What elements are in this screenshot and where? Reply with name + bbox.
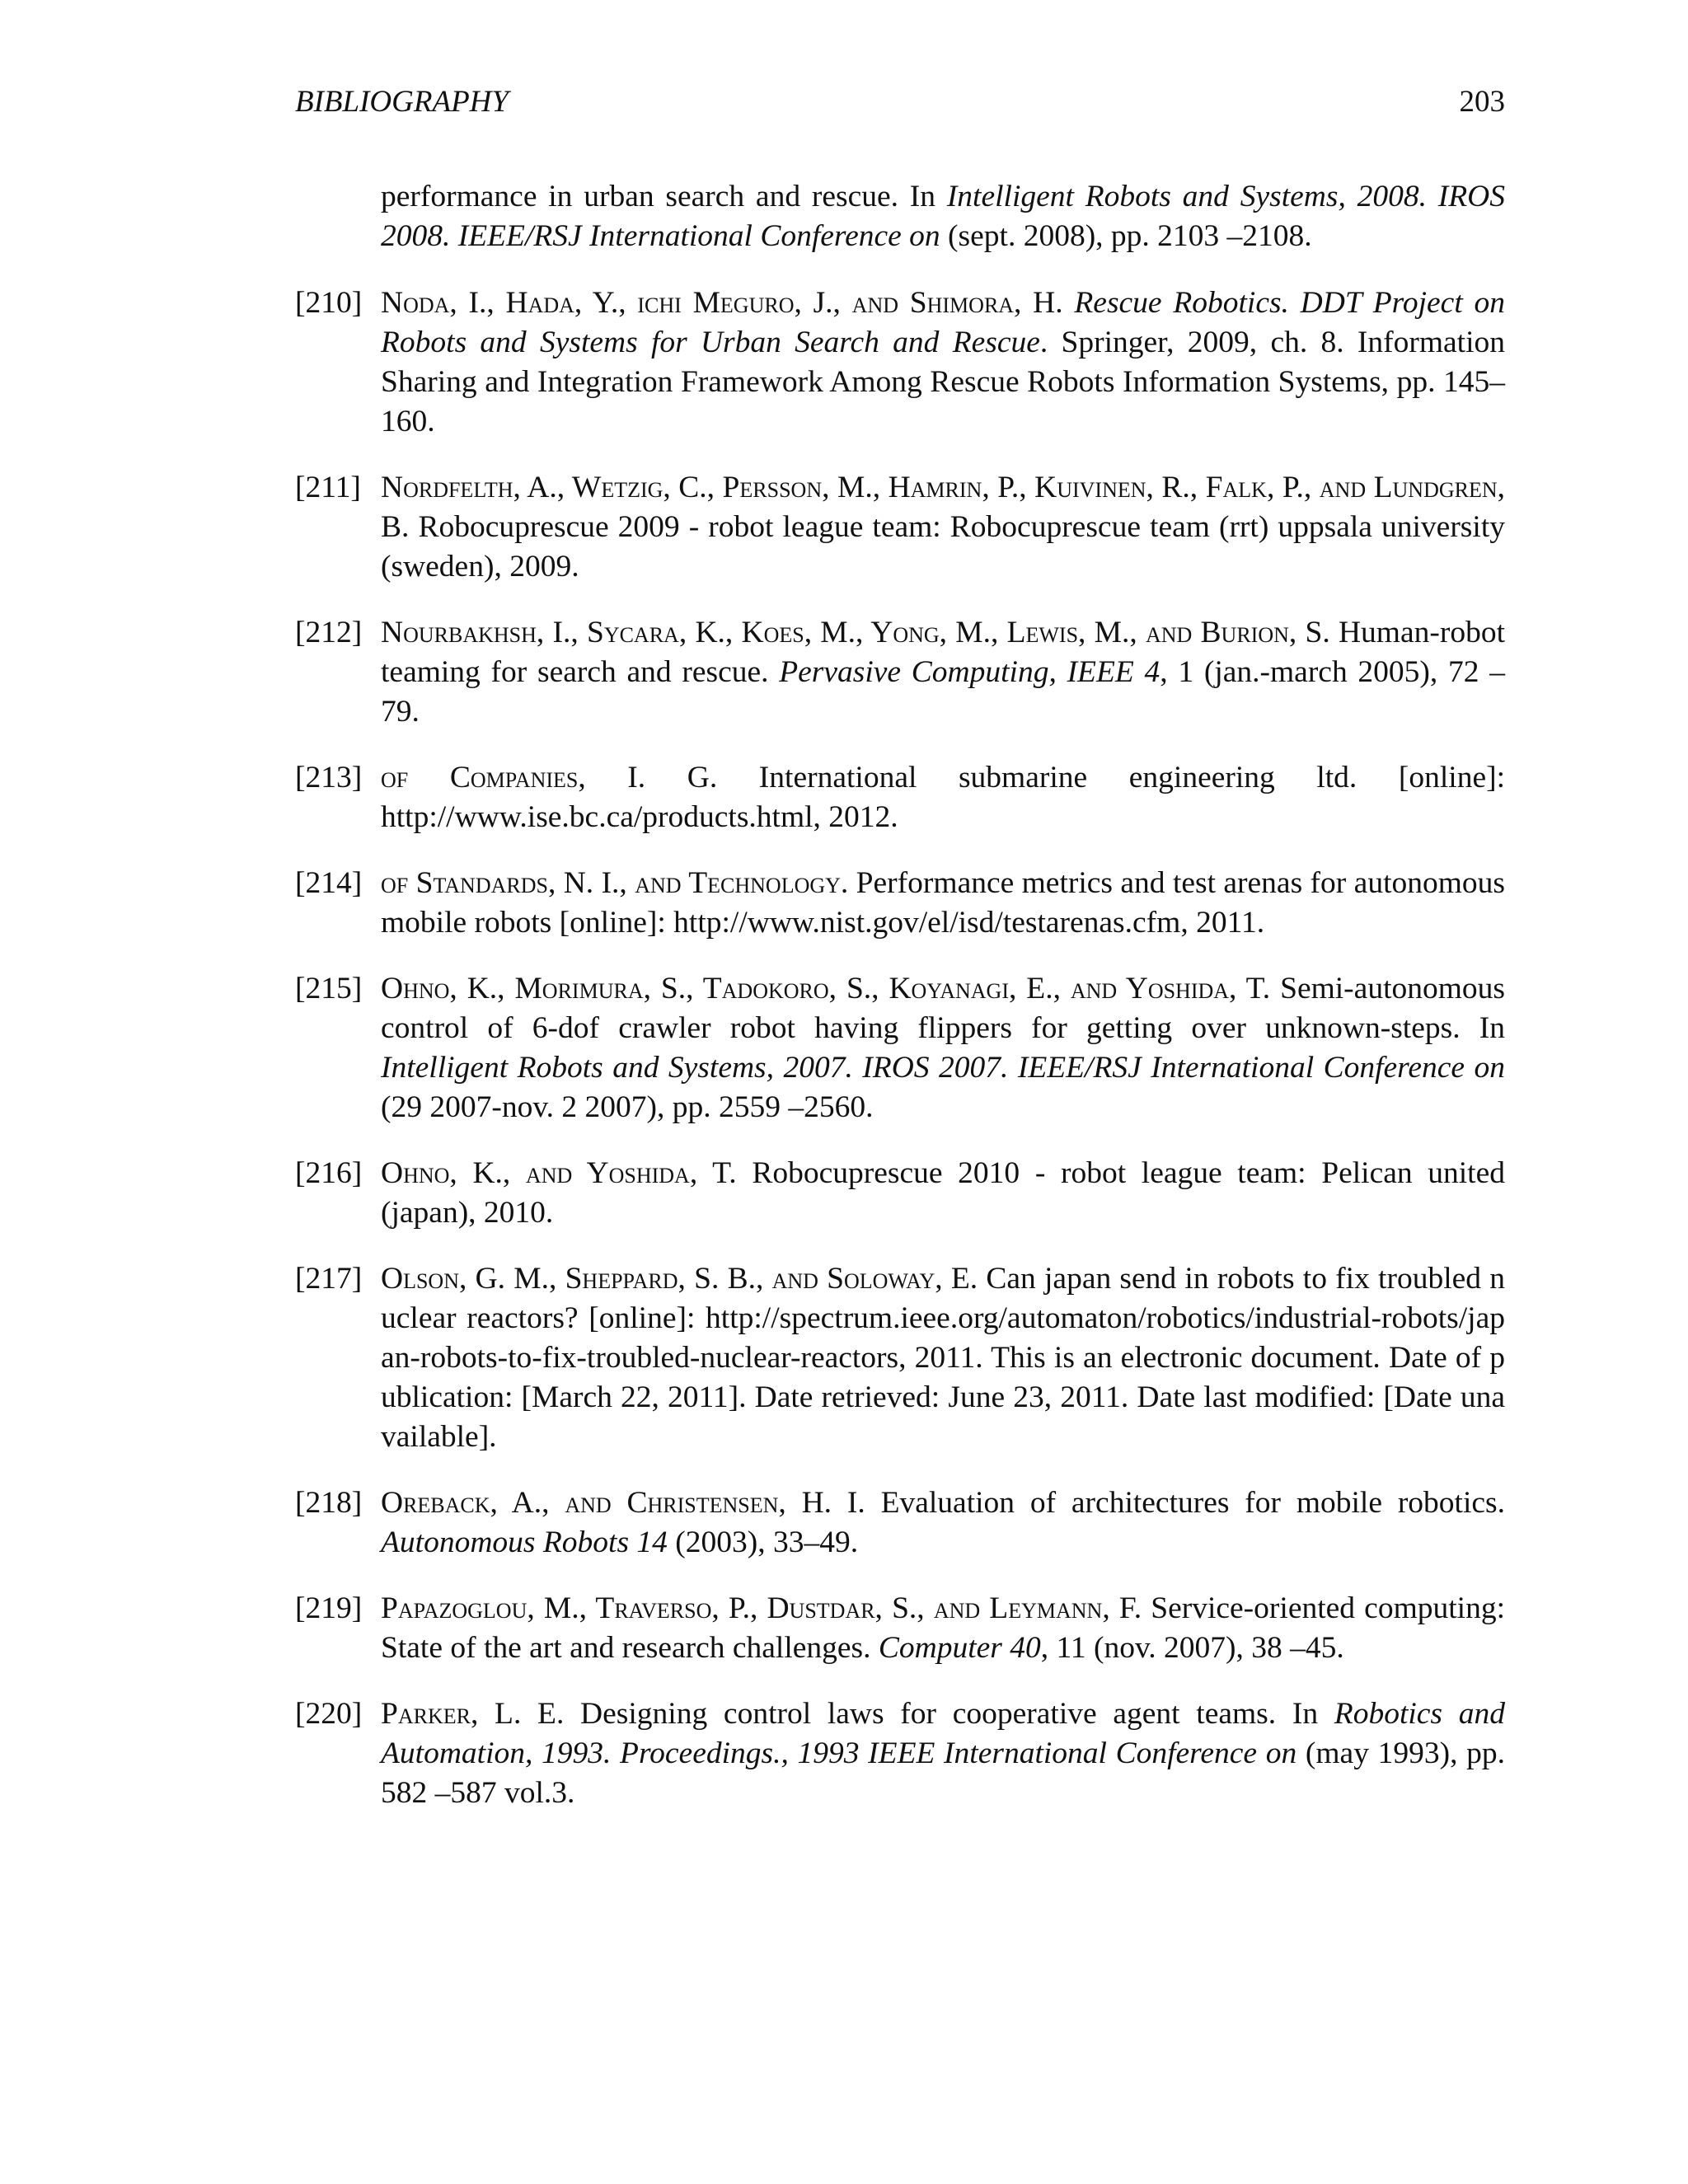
entry-number: [218] bbox=[295, 1486, 363, 1520]
bib-entry-212 bbox=[295, 613, 1505, 732]
entry-text bbox=[381, 613, 1505, 732]
bib-entry-214 bbox=[295, 864, 1505, 943]
entry-text-part: Evaluation of architectures for mobile robotics. bbox=[865, 1486, 1506, 1520]
venue-title: Pervasive Computing, IEEE 4 bbox=[779, 655, 1160, 689]
entry-text-part: , 1 (jan.-march 2005), 72 – 79. bbox=[381, 655, 1505, 729]
entry-authors: Nourbakhsh, I., Sycara, K., Koes, M., Yong, M., Lewis, M., and Burion, S. bbox=[381, 616, 1330, 649]
entry-text-part: Robocuprescue 2010 - robot league team: Pelican united (japan), 2010. bbox=[381, 1156, 1505, 1230]
entry-text-part: Designing control laws for cooperative agent teams. In bbox=[564, 1697, 1334, 1731]
entry-authors: Nordfelth, A., Wetzig, C., Persson, M., Hamrin, P., Kuivinen, R., Falk, P., and Lundgren, B. bbox=[381, 471, 1505, 544]
continued-entry bbox=[295, 177, 1505, 256]
entry-text bbox=[381, 969, 1505, 1127]
bib-entry-219 bbox=[295, 1589, 1505, 1668]
bib-entry-211 bbox=[295, 468, 1505, 587]
entry-authors: of Standards, N. I., and Technology. bbox=[381, 866, 849, 900]
entry-text-part: Human-robot teaming for search and rescue. bbox=[381, 616, 1505, 689]
entry-number: [214] bbox=[295, 866, 363, 900]
entry-text-part: Can japan send in robots to fix troubled nuclear reactors? [online]: http://spectrum.ieee.org/automaton/robotics/industrial-robots/japan-robots-to-fix-troubled-nuclear-reactors, 2011. This is an electronic document. Date of publication: [March 22, 2011]. Date retrieved: June 23, 2011. Date last modified: [Date unavailable]. bbox=[381, 1262, 1505, 1454]
entry-text bbox=[381, 177, 1505, 256]
entry-text-part: International submarine engineering ltd. [online]: http://www.ise.bc.ca/products.html, 2012. bbox=[381, 761, 1506, 834]
entry-text bbox=[381, 1154, 1505, 1233]
entry-authors: Oreback, A., and Christensen, H. I. bbox=[381, 1486, 865, 1520]
venue-title: Intelligent Robots and Systems, 2007. IROS 2007. IEEE/RSJ International Conference on bbox=[381, 1051, 1505, 1085]
bib-entry-220 bbox=[295, 1694, 1505, 1813]
running-title: BIBLIOGRAPHY bbox=[295, 85, 509, 119]
bib-entry-215 bbox=[295, 969, 1505, 1127]
entry-authors: Parker, L. E. bbox=[381, 1697, 565, 1731]
page-number: 203 bbox=[1459, 85, 1505, 119]
entry-text-part: performance in urban search and rescue. In bbox=[381, 180, 947, 213]
bib-entry-216 bbox=[295, 1154, 1505, 1233]
venue-title: Robotics and Automation, 1993. Proceedings., 1993 IEEE International Conference on bbox=[381, 1697, 1505, 1770]
entry-text-part: Robocuprescue 2009 - robot league team: Robocuprescue team (rrt) uppsala university (sweden), 2009. bbox=[381, 510, 1505, 583]
entry-text-part: (sept. 2008), pp. 2103 –2108. bbox=[940, 219, 1312, 253]
entry-text-part: Service-oriented computing: State of the art and research challenges. bbox=[381, 1591, 1505, 1665]
entry-number: [219] bbox=[295, 1591, 363, 1625]
entry-text-part: Performance metrics and test arenas for autonomous mobile robots [online]: http://www.nist.gov/el/isd/testarenas.cfm, 2011. bbox=[381, 866, 1505, 940]
bib-entry-210 bbox=[295, 284, 1505, 442]
entry-authors: Olson, G. M., Sheppard, S. B., and Soloway, E. bbox=[381, 1262, 978, 1296]
entry-text bbox=[381, 284, 1505, 442]
entry-text bbox=[381, 864, 1505, 943]
entry-number: [212] bbox=[295, 616, 363, 649]
entry-text-part: (29 2007-nov. 2 2007), pp. 2559 –2560. bbox=[381, 1090, 874, 1124]
bib-entry-218 bbox=[295, 1483, 1505, 1563]
entry-authors: Ohno, K., and Yoshida, T. bbox=[381, 1156, 737, 1190]
entry-number: [215] bbox=[295, 972, 363, 1005]
entry-authors: Papazoglou, M., Traverso, P., Dustdar, S., and Leymann, F. bbox=[381, 1591, 1142, 1625]
entry-text-part bbox=[1063, 286, 1075, 320]
entry-text-part: , 11 (nov. 2007), 38 –45. bbox=[1040, 1631, 1344, 1665]
entry-text bbox=[381, 758, 1505, 837]
entry-authors: Noda, I., Hada, Y., ichi Meguro, J., and Shimora, H. bbox=[381, 286, 1063, 320]
entry-text bbox=[381, 1694, 1505, 1813]
bibliography-list bbox=[295, 177, 1505, 1840]
entry-number: [211] bbox=[295, 471, 361, 504]
entry-text bbox=[381, 1589, 1505, 1668]
entry-number: [210] bbox=[295, 286, 363, 320]
venue-title: Computer 40 bbox=[878, 1631, 1041, 1665]
entry-text bbox=[381, 1259, 1505, 1457]
entry-text bbox=[381, 468, 1505, 587]
entry-number: [213] bbox=[295, 761, 363, 794]
entry-text bbox=[381, 1483, 1505, 1563]
venue-title: Intelligent Robots and Systems, 2008. IROS 2008. IEEE/RSJ International Conference on bbox=[381, 180, 1505, 253]
entry-authors: Ohno, K., Morimura, S., Tadokoro, S., Koyanagi, E., and Yoshida, T. bbox=[381, 972, 1271, 1005]
entry-text-part: Semi-autonomous control of 6-dof crawler robot having flippers for getting over unknown-steps. In bbox=[381, 972, 1505, 1045]
bib-entry-217 bbox=[295, 1259, 1505, 1457]
entry-authors: of Companies, I. G. bbox=[381, 761, 718, 794]
venue-title: Autonomous Robots 14 bbox=[381, 1526, 668, 1559]
bib-entry-213 bbox=[295, 758, 1505, 837]
entry-number: [216] bbox=[295, 1156, 363, 1190]
entry-text-part: (may 1993), pp. 582 –587 vol.3. bbox=[381, 1736, 1505, 1810]
entry-text-part: (2003), 33–49. bbox=[667, 1526, 859, 1559]
venue-title: Rescue Robotics. DDT Project on Robots and Systems for Urban Search and Rescue bbox=[381, 286, 1505, 359]
entry-number: [217] bbox=[295, 1262, 363, 1296]
entry-text-part: . Springer, 2009, ch. 8. Information Sharing and Integration Framework Among Rescue Robots Information Systems, pp. 145–160. bbox=[381, 326, 1505, 438]
entry-number: [220] bbox=[295, 1697, 363, 1731]
page-header bbox=[295, 81, 1505, 124]
